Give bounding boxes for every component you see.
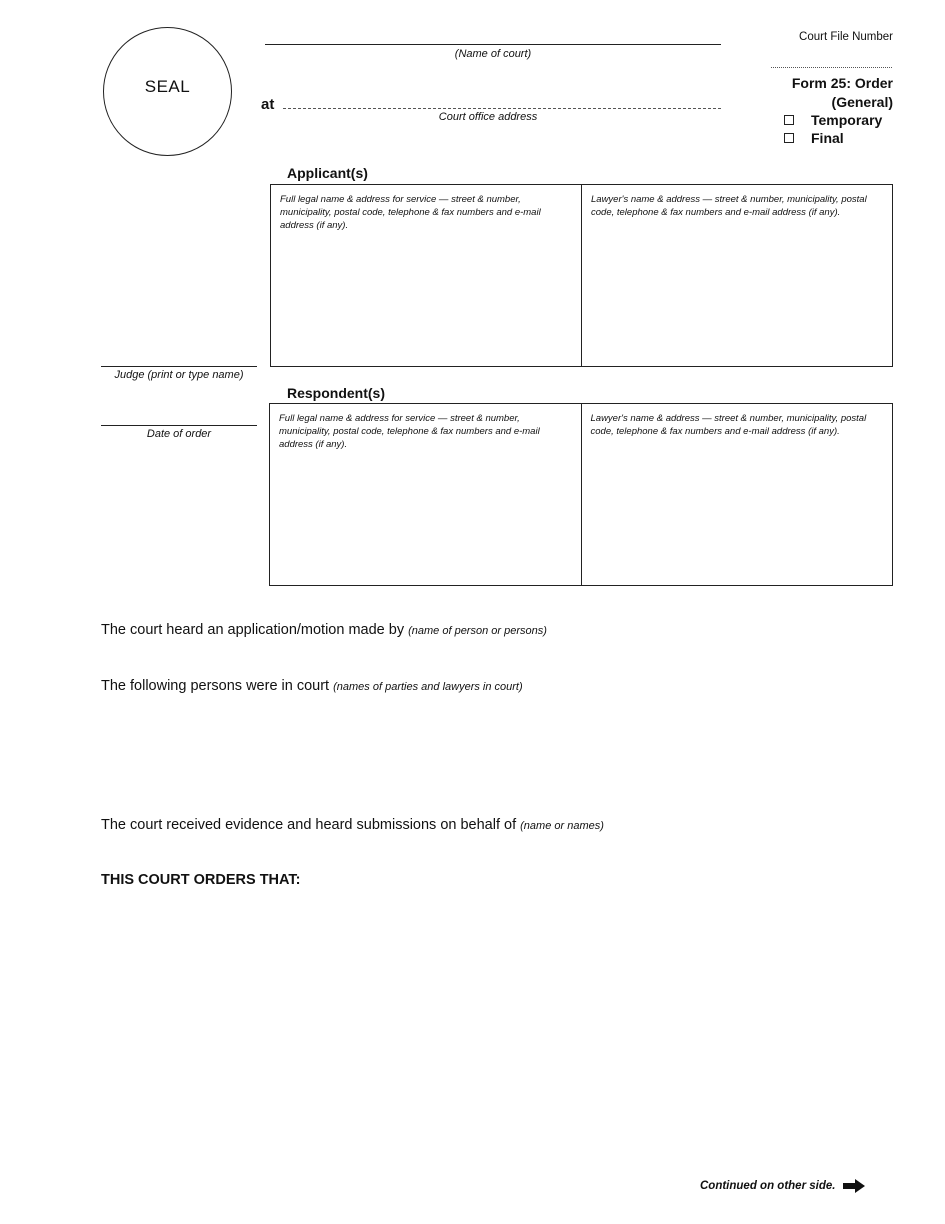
court-office-caption: Court office address xyxy=(438,111,538,123)
respondents-box xyxy=(269,403,893,586)
respondents-heading: Respondent(s) xyxy=(287,385,385,401)
court-orders-heading: THIS COURT ORDERS THAT: xyxy=(101,872,301,888)
continued-text: Continued on other side. xyxy=(700,1180,836,1192)
temporary-option[interactable] xyxy=(784,112,882,128)
date-of-order-line[interactable] xyxy=(101,425,257,426)
respondent-lawyer-field[interactable] xyxy=(581,404,893,585)
form-title: Form 25: Order xyxy=(791,75,893,91)
persons-present-note: (names of parties and lawyers in court) xyxy=(333,681,523,693)
applicant-party-field[interactable] xyxy=(271,185,581,366)
final-option[interactable] xyxy=(784,130,844,146)
application-heard-statement xyxy=(101,622,547,638)
persons-present-text: The following persons were in court xyxy=(101,678,334,694)
seal-label: SEAL xyxy=(144,77,191,96)
final-label: Final xyxy=(811,130,844,146)
court-file-number-line[interactable] xyxy=(771,67,892,68)
judge-caption: Judge (print or type name) xyxy=(114,369,244,381)
at-label: at xyxy=(261,96,275,113)
temporary-label: Temporary xyxy=(811,112,883,128)
respondent-party-caption: Full legal name & address for service — street & number, municipality, postal code, telephone & fax numbers and e-mail address (if any). xyxy=(279,413,540,450)
respondent-lawyer-caption: Lawyer's name & address — street & number, municipality, postal code, telephone & fax numbers and e-mail address (if any). xyxy=(590,413,867,437)
form-subtitle: (General) xyxy=(831,94,893,110)
application-heard-text: The court heard an application/motion made by xyxy=(101,622,409,638)
right-arrow-icon xyxy=(843,1179,865,1193)
evidence-statement xyxy=(101,817,604,833)
court-name-line[interactable] xyxy=(265,44,721,45)
temporary-checkbox[interactable] xyxy=(784,115,794,125)
evidence-text: The court received evidence and heard submissions on behalf of xyxy=(101,817,521,833)
respondent-party-field[interactable] xyxy=(270,404,581,585)
court-name-caption: (Name of court) xyxy=(454,48,532,60)
applicants-box xyxy=(270,184,893,367)
application-heard-note: (name of person or persons) xyxy=(408,625,547,637)
applicant-lawyer-field[interactable] xyxy=(581,185,892,366)
evidence-note: (name or names) xyxy=(520,820,604,832)
court-file-number-label: Court File Number xyxy=(799,31,893,43)
final-checkbox[interactable] xyxy=(784,133,794,143)
judge-line[interactable] xyxy=(101,366,257,367)
applicant-party-caption: Full legal name & address for service — street & number, municipality, postal code, telephone & fax numbers and e-mail address (if any). xyxy=(280,194,541,231)
continued-note xyxy=(700,1179,865,1193)
seal-circle xyxy=(103,27,232,156)
court-office-address-line[interactable] xyxy=(283,108,721,109)
applicant-lawyer-caption: Lawyer's name & address — street & number, municipality, postal code, telephone & fax numbers and e-mail address (if any). xyxy=(591,194,867,218)
date-of-order-caption: Date of order xyxy=(146,428,212,440)
applicants-heading: Applicant(s) xyxy=(287,165,368,181)
persons-present-statement xyxy=(101,678,523,694)
